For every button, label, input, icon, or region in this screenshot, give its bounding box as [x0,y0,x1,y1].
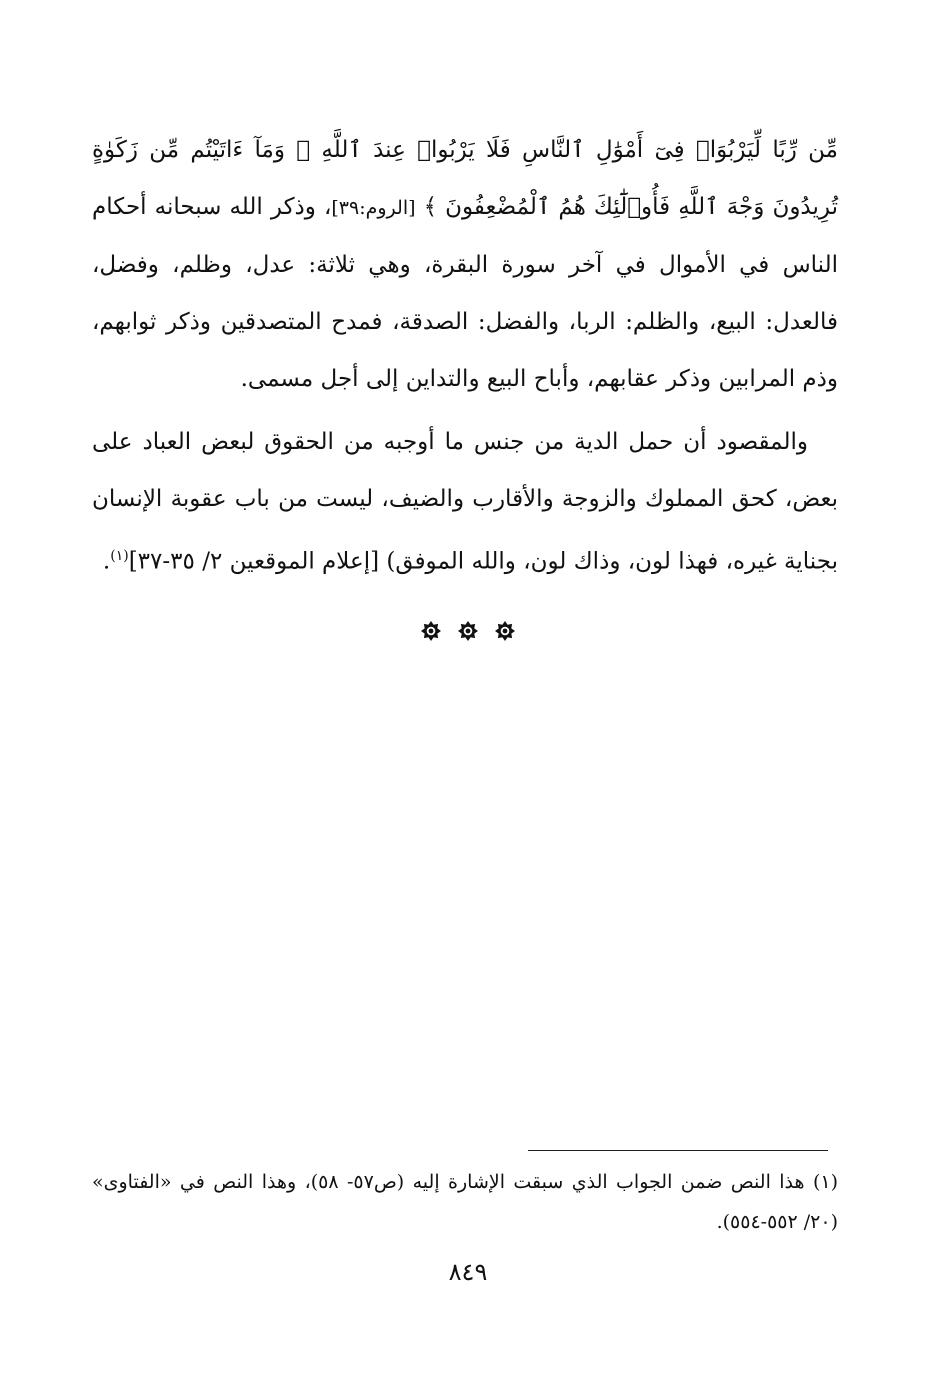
main-text [92,122,838,591]
paragraph-1-text: ، وذكر الله سبحانه أحكام الناس في الأموال في آخر سورة البقرة، وهي ثلاثة: عدل، وظلم، وفضل، فالعدل: البيع، والظلم: الربا، والفضل: الصدقة، فمدح المتصدقين وذكر ثوابهم، وذم المرابين وذكر عقابهم، وأباح البيع والتداين إلى أجل مسمى. [92,194,838,392]
section-divider [0,620,936,642]
ornament-flower-icon [420,620,442,642]
quran-citation: [الروم:٣٩] [331,197,416,219]
paragraph-2 [92,414,838,591]
ornament-flower-icon [494,620,516,642]
footnote-reference: (١) [110,548,129,564]
paragraph-1 [92,122,838,408]
paragraph-2-end: . [102,548,111,575]
quran-verse: مِّن رِّبًا لِّيَرْبُوَا۟ فِىٓ أَمْوَٰلِ ٱلنَّاسِ فَلَا يَرْبُوا۟ عِندَ ٱللَّهِ ۖ وَمَآ ءَاتَيْتُم مِّن زَكَوٰةٍ تُرِيدُونَ وَجْهَ ٱللَّهِ فَأُو۟لَٰٓئِكَ هُمُ ٱلْمُضْعِفُونَ ﴾ [92,137,839,220]
page-number: ٨٤٩ [448,1258,488,1286]
footnote: (١) هذا النص ضمن الجواب الذي سبقت الإشارة إليه (ص٥٧- ٥٨)، وهذا النص في «الفتاوى» (٢٠/ ٥٥٢-٥٥٤). [92,1171,838,1233]
paragraph-2-text: والمقصود أن حمل الدية من جنس ما أوجبه من الحقوق لبعض العباد على بعض، كحق المملوك والزوجة والأقارب والضيف، ليست من باب عقوبة الإنسان بجناية غيره، فهذا لون، وذاك لون، والله الموفق) [إعلام الموقعين ٢/ ٣٥-٣٧] [92,429,838,575]
footnote-separator [528,1150,828,1151]
ornament-flower-icon [457,620,479,642]
